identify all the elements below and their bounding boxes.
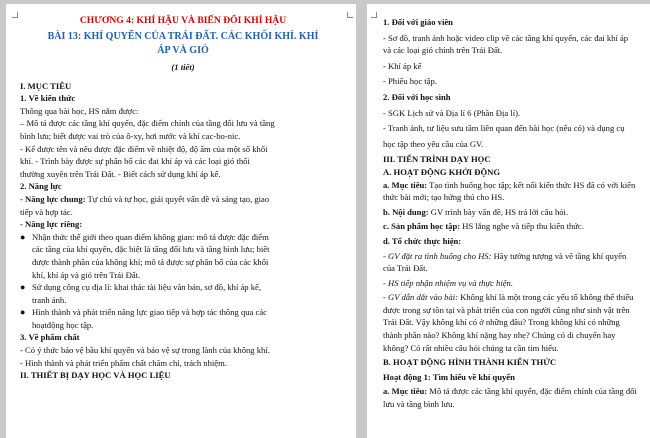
text-line: - Khí áp kế xyxy=(383,60,422,71)
text-line: - SGK Lịch sử và Địa lí 6 (Phần Địa lí). xyxy=(383,107,521,118)
text-line: khí, khí áp và gió trên Trái Đất. xyxy=(32,269,141,280)
text-line: - Tranh ảnh, tư liệu sưu tầm liên quan đến bài học (nếu có) và dụng cụ xyxy=(383,123,625,134)
text-line: - Có ý thức bảo vệ bầu khí quyển và bảo vệ sự trong lành của không khí. xyxy=(20,345,270,356)
subsection-heading: Hoạt động 1: Tìm hiểu về khí quyển xyxy=(383,371,515,382)
document-page-right xyxy=(367,4,650,438)
text-line: tranh ảnh. xyxy=(32,294,67,305)
text-line xyxy=(383,385,645,398)
text-line xyxy=(383,206,645,219)
left-page-content xyxy=(20,14,346,382)
text-line: thức bài mới; tạo hứng thú cho HS. xyxy=(383,192,505,203)
subsection-heading: 2. Năng lực xyxy=(20,181,62,192)
text-line: - HS tiếp nhận nhiệm vụ và thực hiện. xyxy=(383,277,513,288)
text-line xyxy=(383,250,645,263)
text-line: Sử dụng công cụ địa lí: khai thác tài liệu văn bản, sơ đồ, khí áp kế, xyxy=(32,282,262,293)
text-line: lưu và tầng bình lưu. xyxy=(383,399,455,410)
subsection-heading: 3. Về phẩm chất xyxy=(20,332,80,343)
text-line: thường xuyên trên Trái Đất. - Biết cách sử dụng khí áp kế. xyxy=(20,168,221,179)
text-line: - Hình thành và phát triển phẩm chất chăm chỉ, trách nhiệm. xyxy=(20,357,227,368)
crop-mark-top-left xyxy=(371,12,377,18)
inline-label: - Năng lực chung: xyxy=(20,193,86,204)
bullet-item xyxy=(20,281,346,306)
inline-text: Hãy tưởng tượng và vẽ tầng khí quyển xyxy=(491,250,627,261)
text-line: Thông qua bài học, HS nắm được: xyxy=(20,105,139,116)
text-line: được thành phần của không khí; mô tả được sự phân bố của các khối xyxy=(32,256,269,267)
lesson-duration: (1 tiết) xyxy=(171,62,195,72)
lesson-title-line-1: BÀI 13: KHÍ QUYỂN CỦA TRÁI ĐẤT. CÁC KHỐI KHÍ. KHÍ xyxy=(47,31,319,42)
chapter-title: CHƯƠNG 4: KHÍ HẬU VÀ BIẾN ĐỔI KHÍ HẬU xyxy=(79,15,287,26)
text-line xyxy=(383,220,645,233)
text-line: của Trái Đất. xyxy=(383,263,428,274)
subsection-heading: 1. Đối với giáo viên xyxy=(383,17,453,27)
lesson-title-line-2: ÁP VÀ GIÓ xyxy=(157,45,209,56)
inline-label: a. Mục tiêu: xyxy=(383,386,428,397)
text-line xyxy=(383,179,645,192)
text-line: khí. - Trình bày được sự phân bố các đai khí áp và các loại gió thổi xyxy=(20,156,250,167)
text-line: và các loại gió chính trên Trái Đất. xyxy=(383,45,503,56)
inline-text: HS lắng nghe và tiếp thu kiến thức. xyxy=(460,221,584,232)
inline-label: b. Nội dung: xyxy=(383,206,429,217)
bullet-item xyxy=(20,306,346,331)
inline-italic: - GV đặt ra tình huống cho HS: xyxy=(383,250,492,261)
text-line: Nhận thức thế giới theo quan điểm không gian: mô tả được đặc điểm xyxy=(32,231,269,242)
section-heading: I. MỤC TIÊU xyxy=(20,80,72,91)
text-line: được trong sự tồn tại và phát triển của con người cũng như sinh vật trên xyxy=(383,304,630,315)
inline-italic: - GV dẫn dắt vào bài: xyxy=(383,292,459,303)
text-line xyxy=(20,193,346,206)
section-heading: A. HOẠT ĐỘNG KHỞI ĐỘNG xyxy=(383,166,501,177)
text-line: học tập theo yêu cầu của GV. xyxy=(383,138,484,149)
inline-text: GV trình bày vấn đề, HS trả lời câu hỏi. xyxy=(428,206,569,217)
inline-label: a. Mục tiêu: xyxy=(383,179,428,190)
section-heading: II. THIẾT BỊ DẠY HỌC VÀ HỌC LIỆU xyxy=(20,370,171,381)
section-heading: III. TIẾN TRÌNH DẠY HỌC xyxy=(383,154,491,165)
subsection-heading: 2. Đối với học sinh xyxy=(383,91,451,102)
bullet-icon: ● xyxy=(20,231,26,242)
crop-mark-top-right xyxy=(347,12,353,18)
text-line: Hình thành và phát triển năng lực giao tiếp và hợp tác thông qua các xyxy=(32,307,267,318)
text-line: hoạtđộng học tập. xyxy=(32,319,94,330)
section-heading: B. HOẠT ĐỘNG HÌNH THÀNH KIẾN THỨC xyxy=(383,357,557,368)
bullet-icon: ● xyxy=(20,282,26,293)
subsection-heading: d. Tổ chức thực hiện: xyxy=(383,235,462,246)
text-line: bình lưu; biết được vai trò của ô-xy, hơi nước và khí cac-bo-nic. xyxy=(20,130,241,141)
text-line: tiếp và hợp tác. xyxy=(20,206,73,217)
right-page-content xyxy=(383,16,645,411)
inline-text: Tạo tình huống học tập; kết nối kiến thức HS đã có với kiến xyxy=(427,179,636,190)
text-line: - Năng lực riêng: xyxy=(20,219,83,230)
text-line: Trái Đất. Vậy không khí có ở những đâu? Trong không khí có những xyxy=(383,317,620,328)
text-line: - Sơ đồ, tranh ảnh hoặc video clip về các tầng khí quyển, các đai khí áp xyxy=(383,32,629,43)
bullet-icon: ● xyxy=(20,307,26,318)
document-page-left xyxy=(6,4,356,438)
text-line: các tầng của khí quyển, đặc biệt là tầng đối lưu và tầng bình lưu; biết xyxy=(32,244,270,255)
text-line: thành phần nào? Không khí nặng hay nhẹ? Chúng có di chuyển hay xyxy=(383,330,616,341)
text-line: không? Có rất nhiều câu hỏi chúng ta cần tìm hiểu. xyxy=(383,342,559,353)
inline-label: c. Sản phẩm học tập: xyxy=(383,221,461,232)
text-line: - Phiếu học tập. xyxy=(383,76,437,87)
crop-mark-top-left xyxy=(12,12,18,18)
bullet-item xyxy=(20,231,346,281)
text-line: – Mô tả được các tầng khí quyển, đặc điểm chính của tầng đối lưu và tầng xyxy=(20,118,275,129)
inline-text: Không khí là một trong các yếu tố không thể thiếu xyxy=(458,292,634,303)
text-line xyxy=(383,291,645,304)
inline-text: Mô tả được các tầng khí quyển, đặc điểm chính của tầng đối xyxy=(427,386,637,397)
inline-text: Tự chủ và tự học, giải quyết vấn đề và sáng tạo, giao xyxy=(85,193,270,204)
text-line: - Kể được tên và nêu được đặc điểm về nhiệt độ, độ ẩm của một số khối xyxy=(20,143,268,154)
subsection-heading: 1. Về kiến thức xyxy=(20,93,76,104)
